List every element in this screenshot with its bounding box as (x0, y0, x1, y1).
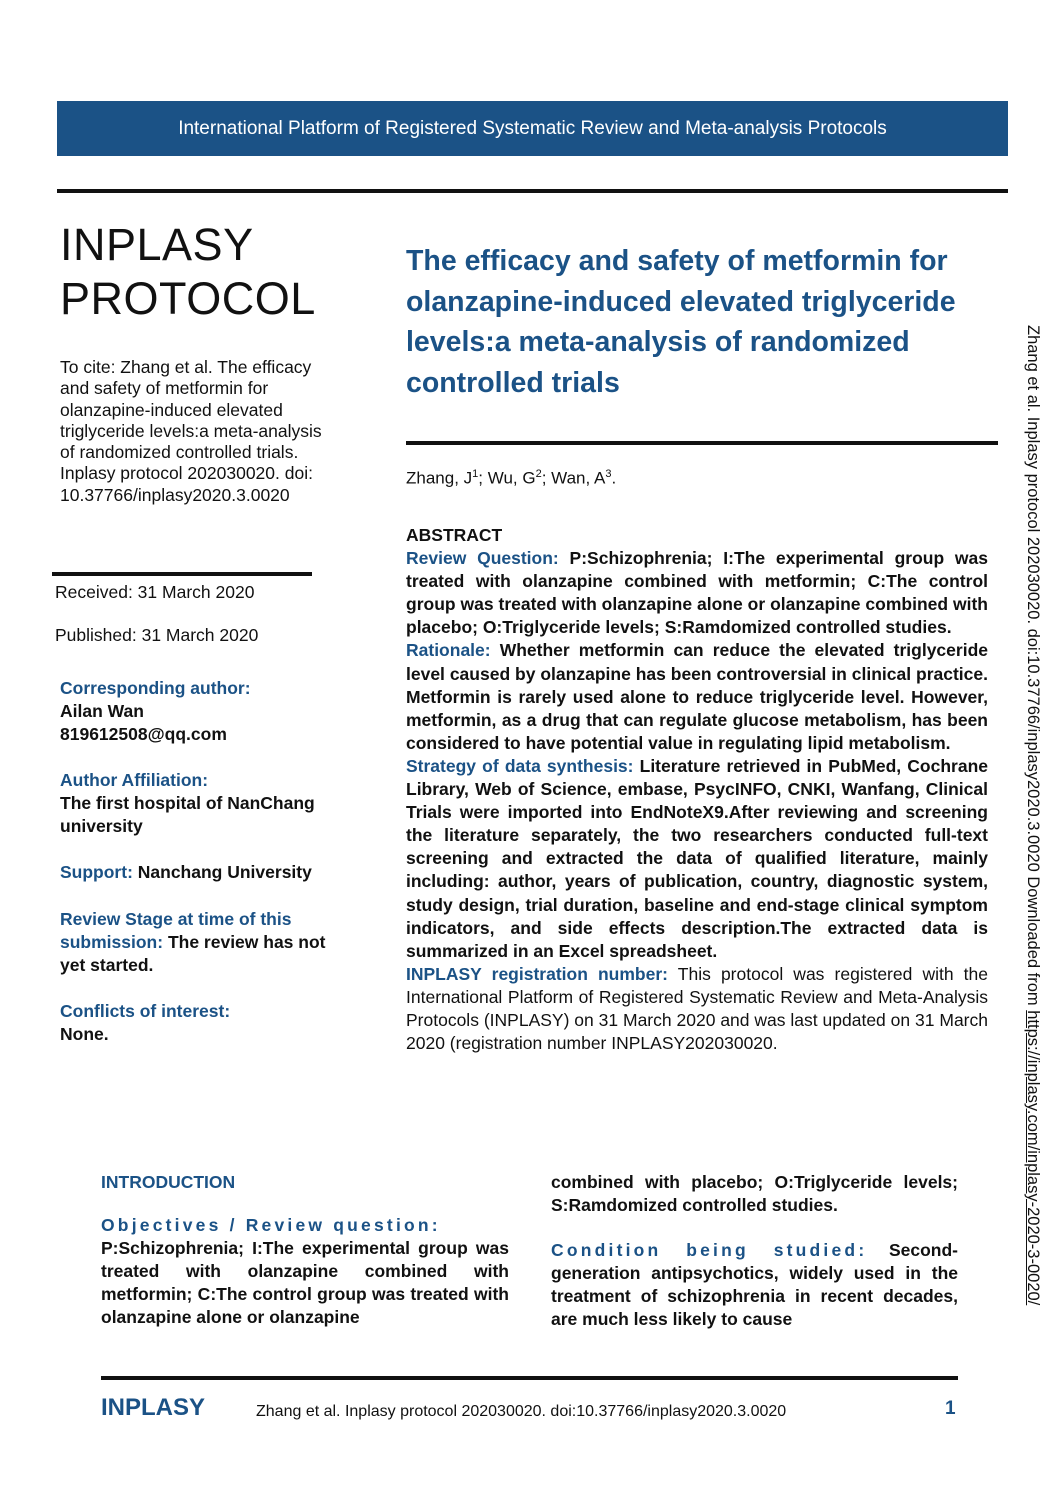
author-list (406, 468, 616, 489)
author-3-affil: 3 (605, 468, 612, 480)
author-2-affil: 2 (535, 468, 542, 480)
affiliation-label: Author Affiliation: (60, 770, 209, 790)
footer-rule (101, 1376, 958, 1380)
vertical-download-note (1023, 325, 1042, 1305)
vertical-text: Zhang et al. Inplasy protocol 202030020. doi:10.37766/inplasy2020.3.0020 Downloaded from (1024, 325, 1042, 1011)
intro-right-spacer (551, 1217, 958, 1239)
conflicts-value: None. (60, 1024, 109, 1045)
support (60, 861, 350, 884)
intro-heading: INTRODUCTION (101, 1172, 236, 1192)
download-link[interactable]: https://inplasy.com/inplasy-2020-3-0020/ (1024, 1010, 1042, 1306)
title-rule (406, 441, 998, 445)
author-affiliation (60, 769, 350, 839)
header-rule (57, 189, 1008, 193)
intro-spacer (101, 1194, 509, 1214)
strategy-text: Literature retrieved in PubMed, Cochrane Library, Web of Science, embase, PsycINFO, CNKI, Wanfang, Clinical Trials were imported into EndNoteX9.After reviewing and screening the literature separately, the two researchers conducted full-text screening and extracted the data of qualified literature, mainly including: author, years of publication, country, diagnostic system, study design, trial duration, baseline and end-stage clinical symptom indicators, and side effects description.The extracted data is summarized in an Excel spreadsheet. (406, 755, 989, 961)
stage-value: The review has not yet started. (60, 932, 326, 976)
page-number: 1 (945, 1398, 956, 1419)
rationale-text: Whether metformin can reduce the elevated triglyceride level caused by olanzapine has been controversial in clinical practice. Metformin is rarely used alone to reduce triglyceride level. However, metformin, as a drug that can regulate glucose metabolism, has been considered to have potential value in regulating lipid metabolism. (406, 640, 988, 753)
published-date: Published: 31 March 2020 (55, 625, 259, 645)
review-stage (60, 908, 335, 978)
rq-label: Review Question: (406, 548, 559, 569)
brand-title (60, 218, 316, 326)
intro-left-column (101, 1171, 509, 1330)
condition-text: Second-generation antipsychotics, widely used in the treatment of schizophrenia in recent decades, are much less likely to cause (551, 1240, 958, 1330)
condition (551, 1239, 958, 1331)
reg-text: This protocol was registered with the International Platform of Registered Systematic Review and Meta-Analysis Protocols (INPLASY) on 31 March 2020 and was last updated on 31 March 2020 (registration number INPLASY202030020. (406, 963, 988, 1054)
corresponding-label: Corresponding author: (60, 678, 251, 698)
abstract (406, 524, 988, 1055)
author-end: . (611, 468, 617, 488)
support-label: Support: (60, 862, 133, 882)
objectives-text: P:Schizophrenia; I:The experimental group was treated with olanzapine combined with metformin; C:The control group was treated with olanzapine alone or olanzapine (101, 1238, 509, 1328)
author-2: ; Wu, G (478, 468, 536, 488)
corresponding-email: 819612508@qq.com (60, 724, 227, 745)
reg-label: INPLASY registration number: (406, 963, 668, 984)
citation: To cite: Zhang et al. The efficacy and safety of metformin for olanzapine-induced elevated triglyceride levels:a meta-analysis of randomized controlled trials. Inplasy protocol 202030020. doi: 10.37766/inplasy2020.3.0020 (60, 357, 322, 505)
rationale-label: Rationale: (406, 640, 491, 661)
objectives-label: Objectives / Review question: (101, 1215, 441, 1236)
abstract-heading: ABSTRACT (406, 525, 503, 545)
corresponding-author (60, 677, 350, 747)
support-value: Nanchang University (132, 862, 312, 882)
author-1: Zhang, J (406, 468, 473, 488)
review-question (406, 547, 988, 639)
paper-title: The efficacy and safety of metformin for olanzapine-induced elevated triglyceride levels:a meta-analysis of randomized controlled trials (406, 245, 956, 399)
brand-line2: PROTOCOL (60, 273, 316, 324)
conflicts (60, 1000, 350, 1046)
brand-line1: INPLASY (60, 219, 254, 270)
corresponding-name: Ailan Wan (60, 701, 144, 722)
strategy (406, 755, 988, 963)
registration (406, 963, 988, 1055)
intro-right-column (551, 1171, 958, 1332)
received-date: Received: 31 March 2020 (55, 582, 255, 602)
citation-rule (52, 572, 312, 576)
affiliation-value: The first hospital of NanChang university (60, 793, 315, 837)
header-banner: International Platform of Registered Systematic Review and Meta-analysis Protocols (57, 101, 1008, 156)
objectives-continued: combined with placebo; O:Triglyceride levels; S:Ramdomized controlled studies. (551, 1172, 958, 1216)
rq-text: P:Schizophrenia; I:The experimental group was treated with olanzapine combined with metformin; C:The control group was treated with olanzapine alone or olanzapine combined with placebo; O:Triglyceride levels; S:Ramdomized controlled studies. (406, 548, 989, 638)
author-1-affil: 1 (472, 468, 479, 480)
stage-label: Review Stage at time of this submission: (60, 909, 292, 953)
footer-citation: Zhang et al. Inplasy protocol 202030020. doi:10.37766/inplasy2020.3.0020 (256, 1403, 787, 1420)
author-3: ; Wan, A (541, 468, 606, 488)
condition-label: Condition being studied: (551, 1240, 868, 1261)
strategy-label: Strategy of data synthesis: (406, 755, 634, 776)
footer-brand: INPLASY (101, 1394, 206, 1421)
conflicts-label: Conflicts of interest: (60, 1001, 231, 1021)
rationale (406, 639, 988, 754)
